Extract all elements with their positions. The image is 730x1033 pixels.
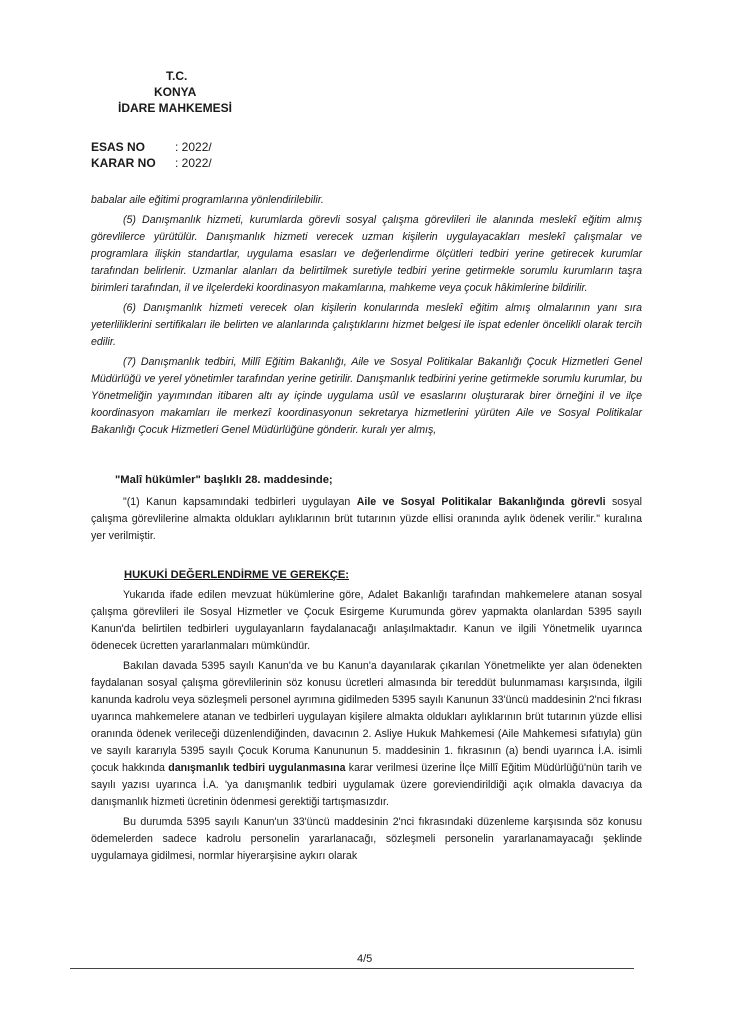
esas-label: ESAS NO	[91, 140, 146, 154]
assessment-bold: danışmanlık tedbiri uygulanmasına	[168, 762, 346, 774]
quote-paragraph	[91, 494, 642, 545]
legal-assessment-body	[91, 587, 642, 868]
header-court: İDARE MAHKEMESİ	[118, 101, 233, 115]
quote-part2: sosyal çalışma görevlilerine almakta oldukları aylıklarının brüt tutarının yüzde ellisi oranında aylık ödenek verilir." kuralına yer verilmiştir.	[91, 496, 642, 542]
excerpt-paragraph: (5) Danışmanlık hizmeti, kurumlarda görevli sosyal çalışma görevlileri ile alanında meslekî eğitim almış görevlilerce yürütülür. Danışmanlık hizmeti verecek uzman kişilerin uygulayacakları meslekî çalışmalar ve programlara ilişkin standartlar, uygulama esasları ve değerlendirme ölçütleri tedbiri yerine getirecek kurumlar tarafından belirlenir. Uzmanlar alanları da belirtilmek suretiyle tedbiri yerine getirmekle sorumlu kurumların taşra birimleri tarafından, il ve ilçelerdeki koordinasyon makamlarına, mahkeme veya çocuk hâkimlerine bildirilir.	[91, 214, 642, 294]
excerpt-paragraph: babalar aile eğitimi programlarına yönlendirilebilir.	[91, 194, 324, 206]
assessment-paragraph: Bu durumda 5395 sayılı Kanun'un 33'üncü maddesinin 2'nci fıkrasındaki düzenleme karşısında söz konusu ödemelerden sadece kadrolu personelin yararlanacağı, sözleşmeli personelin yararlanamayacağı şeklinde uygulamaya gidilmesi, normlar hiyerarşisine aykırı olarak	[91, 816, 642, 862]
regulation-excerpt	[91, 192, 642, 442]
article-28-heading: "Malî hükümler" başlıklı 28. maddesinde;	[115, 474, 333, 486]
article-28-quote	[91, 494, 642, 548]
excerpt-text: (7) Danışmanlık tedbiri, Millî Eğitim Bakanlığı, Aile ve Sosyal Politikalar Bakanlığı Çocuk Hizmetleri Genel Müdürlüğü ve yerel yönetimler tarafından yerine getirilir. Danışmanlık tedbirini yerine getirmekle sorumlu kurumlar, bu Yönetmeliğin yayımından itibaren altı ay içinde uygulama usûl ve esaslarını oluşturarak birer örneğini il ve ilçe koordinasyon makamları ile merkezî koordinasyonun sekretarya hizmetlerini yürüten Aile ve Sosyal Politikalar Bakanlığı Çocuk Hizmetleri Genel Müdürlüğüne gönderir.	[91, 356, 642, 436]
assessment-paragraph: Yukarıda ifade edilen mevzuat hükümlerine göre, Adalet Bakanlığı tarafından mahkemelere atanan sosyal çalışma görevlileri ile Sosyal Hizmetler ve Çocuk Esirgeme Kurumunda görev yapmakta olanlardan 5395 sayılı Kanun'da belirtilen tedbirleri uygulayanların faydalanacağı anlaşılmaktadır. Kanun ve ilgili Yönetmelik uyarınca ödenecek ücretten yararlanmaları mümkündür.	[91, 589, 642, 652]
esas-value: : 2022/	[175, 140, 212, 154]
esas-row	[91, 139, 212, 155]
quote-bold: Aile ve Sosyal Politikalar Bakanlığında görevli	[356, 496, 606, 508]
legal-assessment-heading: HUKUKİ DEĞERLENDİRME VE GEREKÇE:	[124, 569, 350, 581]
excerpt-tail: kuralı yer almış,	[358, 424, 437, 436]
karar-row	[91, 155, 212, 171]
assessment-paragraph	[91, 658, 642, 811]
header-tc: T.C.	[166, 69, 188, 83]
assessment-text-b: karar verilmesi üzerine İlçe Millî Eğitim Müdürlüğü'nün tarih ve sayılı yazısı uyarınca İ.A. 'ya danışmanlık tedbiri uygulamak üzere goreviendirildiği açık olmakla davacıya da danışmanlık hizmeti ücretinin ödenmesi gerektiği tartışmasızdır.	[91, 762, 642, 808]
assessment-text-a: Bakılan davada 5395 sayılı Kanun'da ve bu Kanun'a dayanılarak çıkarılan Yönetmelikte yer alan ödenekten faydalanan sosyal çalışma görevlilerinin söz konusu ücretleri almasında bir tereddüt bulunmaması karşısında, ilgili kanunda kadrolu veya sözleşmeli personel ayrımına gidilmeden 5395 sayılı Kanunun 33'üncü maddesinin 2'nci fıkrası uyarınca mahkemelere atanan ve tedbirleri uygulayan kişilere almakta oldukları aylıklarının brüt tutarının yüzde ellisi oranında ödenek verileceği düzenlendiğinden, davacının 2. Asliye Hukuk Mahkemesi (Aile Mahkemesi sıfatıyla) gün ve sayılı kararıyla 5395 sayılı Çocuk Koruma Kanununun 5. maddesinin 1. fıkrasının (a) bendi uyarınca İ.A. isimli çocuk hakkında	[91, 660, 642, 774]
excerpt-paragraph: (6) Danışmanlık hizmeti verecek olan kişilerin konularında meslekî eğitim almış olmalarının yanı sıra yeterliliklerini sertifikaları ile belirten ve alanlarında çalıştıklarını hizmet belgesi ile ispat edenler öncelikli olarak tercih edilir.	[91, 302, 642, 348]
karar-value: : 2022/	[175, 156, 212, 170]
page-number: 4/5	[357, 953, 373, 965]
header-city: KONYA	[154, 85, 197, 99]
quote-part1: "(1) Kanun kapsamındaki tedbirleri uygulayan	[123, 496, 357, 508]
excerpt-paragraph	[91, 354, 642, 439]
karar-label: KARAR NO	[91, 156, 156, 170]
footer-divider	[70, 968, 634, 969]
